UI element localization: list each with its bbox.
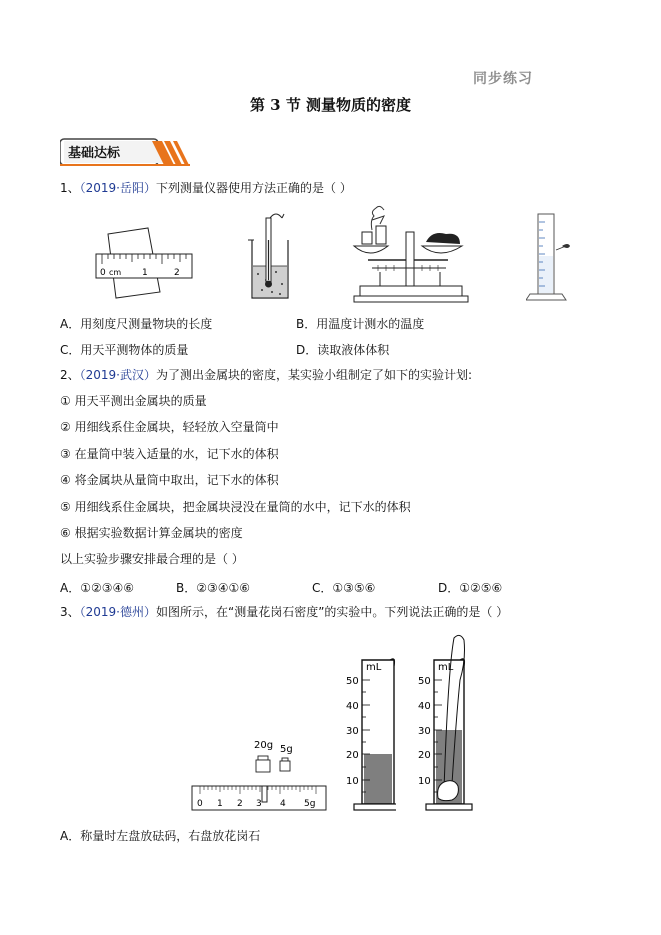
q3-text: 如图所示，在“测量花岗石密度”的实验中。下列说法正确的是（ ）	[156, 605, 509, 619]
cylinder1-tick-40: 40	[346, 701, 359, 712]
cylinder2-tick-30: 30	[418, 726, 431, 737]
scale-label-4: 4	[280, 799, 286, 809]
q2-text: 为了测出金属块的密度，某实验小组制定了如下的实验计划:	[156, 368, 473, 382]
banner-text: 基础达标	[68, 146, 121, 161]
q2-option-d[interactable]: D．①②⑤⑥	[438, 581, 503, 595]
cylinder-reading-figure	[526, 210, 576, 304]
q2-step-3: ③ 在量筒中装入适量的水，记下水的体积	[60, 447, 279, 461]
ruler-label-2: 2	[174, 268, 180, 278]
cylinder-stone-figure	[404, 630, 476, 812]
ruler-label-unit: cm	[109, 268, 122, 277]
cylinder1-unit: mL	[366, 662, 382, 673]
q2-step-4: ④ 将金属块从量筒中取出，记下水的体积	[60, 473, 279, 487]
q3-number: 3、	[60, 605, 80, 619]
cylinder2-tick-40: 40	[418, 701, 431, 712]
q2-stem	[60, 367, 472, 383]
scale-label-1: 1	[217, 799, 223, 809]
cylinder2-tick-10: 10	[418, 776, 431, 787]
banner-graphic	[60, 137, 190, 167]
q1-option-b[interactable]: B．用温度计测水的温度	[296, 317, 425, 331]
ruler-label-1: 1	[142, 268, 148, 278]
scale-label-3: 3	[256, 799, 262, 809]
cylinder2-unit: mL	[438, 662, 454, 673]
q1-number: 1、	[60, 181, 80, 195]
weight-5g-knob	[282, 758, 288, 761]
q1-source: （2019·岳阳）	[79, 181, 156, 195]
q3-stem	[60, 604, 508, 620]
cylinder-water-figure	[336, 654, 396, 812]
cylinder1-tick-30: 30	[346, 726, 359, 737]
q1-option-c[interactable]: C．用天平测物体的质量	[60, 343, 189, 357]
q2-option-a[interactable]: A．①②③④⑥	[60, 581, 134, 595]
q1-option-d[interactable]: D．读取液体体积	[296, 343, 390, 357]
header-tag: 同步练习	[473, 71, 533, 87]
cylinder1-tick-10: 10	[346, 776, 359, 787]
q2-step-1: ① 用天平测出金属块的质量	[60, 394, 207, 408]
ruler-figure	[94, 226, 198, 300]
scale-label-5g: 5g	[304, 799, 316, 809]
weight-20g	[256, 760, 270, 772]
balance-figure	[350, 202, 472, 304]
q2-source: （2019·武汉）	[79, 368, 156, 382]
weight-5g	[280, 761, 290, 771]
q2-option-c[interactable]: C．①③⑤⑥	[312, 581, 376, 595]
q1-stem	[60, 180, 352, 196]
q1-text: 下列测量仪器使用方法正确的是（ ）	[156, 181, 352, 195]
weight-20g-knob	[258, 756, 268, 760]
q3-option-a[interactable]: A．称量时左盘放砝码，右盘放花岗石	[60, 829, 261, 843]
weights-scale-figure	[190, 734, 330, 812]
cylinder2-tick-50: 50	[418, 676, 431, 687]
q2-number: 2、	[60, 368, 80, 382]
weight-label-20g: 20g	[254, 740, 274, 751]
ruler-label-0: 0	[100, 268, 106, 278]
scale-label-0: 0	[197, 799, 203, 809]
q2-step-5: ⑤ 用细线系住金属块，把金属块浸没在量筒的水中，记下水的体积	[60, 500, 411, 514]
q1-option-a[interactable]: A．用刻度尺测量物块的长度	[60, 317, 213, 331]
cylinder2-tick-20: 20	[418, 750, 431, 761]
q2-step-6: ⑥ 根据实验数据计算金属块的密度	[60, 526, 243, 540]
section-banner	[60, 137, 190, 167]
cylinder1-tick-50: 50	[346, 676, 359, 687]
cylinder1-tick-20: 20	[346, 750, 359, 761]
cylinder1-water	[364, 754, 392, 804]
q3-source: （2019·德州）	[79, 605, 156, 619]
weight-label-5g: 5g	[280, 744, 293, 755]
scale-label-2: 2	[237, 799, 243, 809]
q2-option-b[interactable]: B．②③④①⑥	[176, 581, 251, 595]
q2-step-2: ② 用细线系住金属块，轻轻放入空量筒中	[60, 420, 279, 434]
scale-rider	[262, 786, 267, 802]
page-title: 第 3 节 测量物质的密度	[249, 96, 412, 114]
thermometer-figure	[246, 210, 294, 302]
q2-prompt: 以上实验步骤安排最合理的是（ ）	[60, 552, 244, 566]
